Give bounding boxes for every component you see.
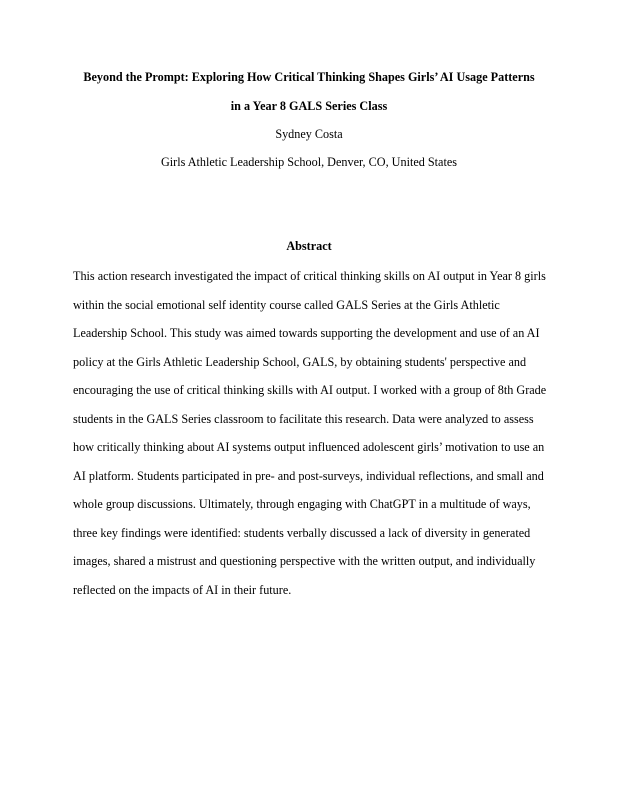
paper-title-line-2: in a Year 8 GALS Series Class [230, 99, 388, 113]
abstract-line: reflected on the impacts of AI in their future. [73, 582, 292, 597]
abstract-line: policy at the Girls Athletic Leadership School, GALS, by obtaining students' perspective and [73, 354, 527, 369]
abstract-line: Leadership School. This study was aimed towards supporting the development and use of an AI [73, 326, 540, 340]
abstract-line: encouraging the use of critical thinking skills with AI output. I worked with a group of 8th Grade [73, 383, 547, 397]
abstract-line: images, shared a mistrust and questioning perspective with the written output, and individually [73, 554, 536, 568]
paper-title-line-1: Beyond the Prompt: Exploring How Critical Thinking Shapes Girls’ AI Usage Patterns [83, 70, 535, 84]
author-affiliation: Girls Athletic Leadership School, Denver, CO, United States [160, 155, 458, 169]
abstract-body [73, 262, 553, 604]
abstract-heading: Abstract [286, 239, 332, 253]
abstract-line: three key findings were identified: students verbally discussed a lack of diversity in generated [73, 525, 531, 540]
abstract-line: within the social emotional self identity course called GALS Series at the Girls Athletic [73, 297, 500, 312]
abstract-line: students in the GALS Series classroom to facilitate this research. Data were analyzed to assess [73, 411, 534, 426]
abstract-line: how critically thinking about AI systems output influenced adolescent girls’ motivation to use an [73, 440, 545, 454]
author-name: Sydney Costa [275, 127, 343, 141]
abstract-line: whole group discussions. Ultimately, through engaging with ChatGPT in a multitude of ways, [73, 497, 531, 511]
abstract-line: This action research investigated the impact of critical thinking skills on AI output in Year 8 girls [73, 269, 546, 283]
abstract-line: AI platform. Students participated in pre- and post-surveys, individual reflections, and small and [73, 468, 544, 483]
